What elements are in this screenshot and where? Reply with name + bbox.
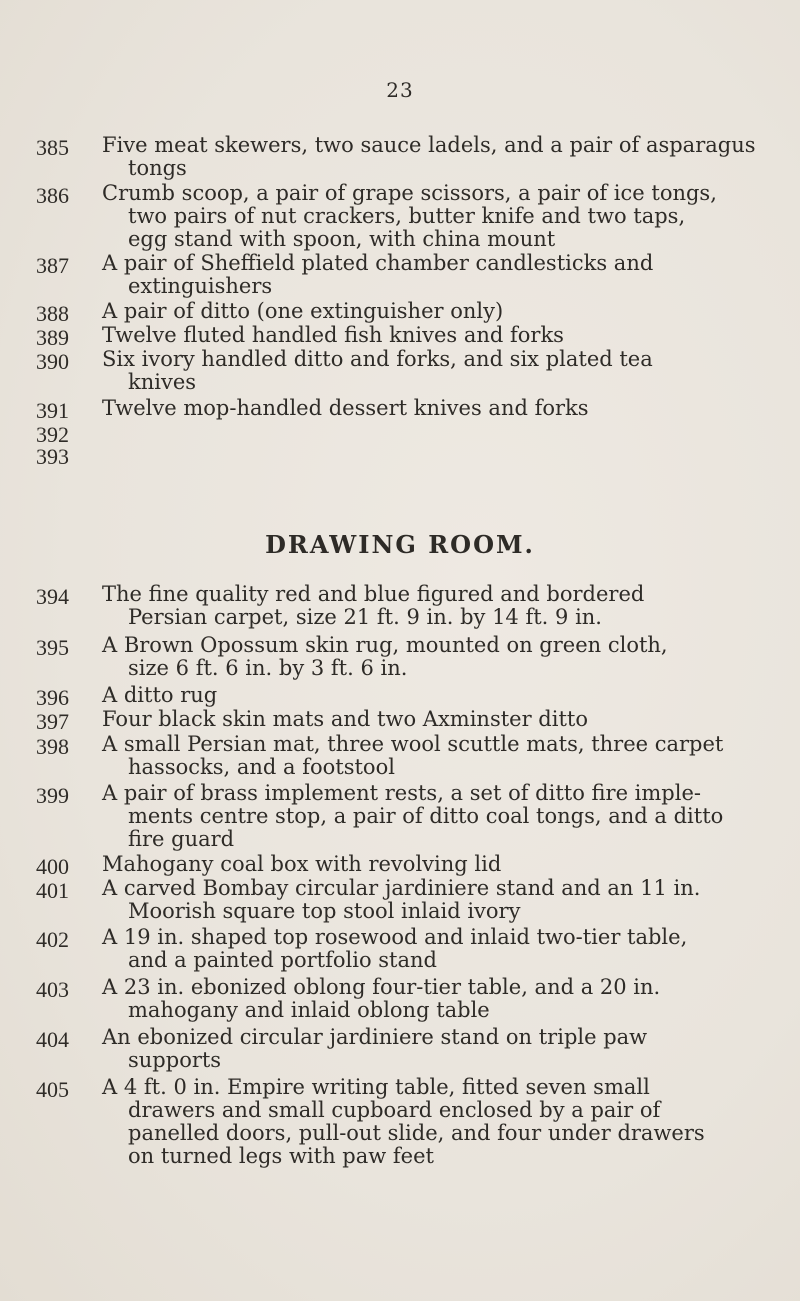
lot-number: 390 (36, 349, 69, 374)
lot-description (104, 348, 778, 394)
lot-description (104, 853, 778, 876)
page-number: 23 (386, 78, 414, 102)
lot-line: knives (128, 370, 197, 394)
lot-line: on turned legs with paw feet (128, 1144, 434, 1168)
lot-number: 400 (36, 854, 69, 879)
lot-number: 389 (36, 325, 69, 350)
lot-line: panelled doors, pull-out slide, and four under drawers (128, 1121, 705, 1145)
lot-number: 401 (36, 878, 69, 903)
lot-description (104, 684, 778, 707)
lot-description (104, 182, 778, 251)
lot-description (104, 708, 778, 731)
lot-line: and a painted portfolio stand (128, 948, 437, 972)
lot-line: egg stand with spoon, with china mount (128, 227, 556, 251)
lot-line: Four black skin mats and two Axminster ditto (102, 707, 588, 731)
lot-number: 402 (36, 927, 69, 952)
lot-line: supports (128, 1048, 222, 1072)
lot-line: A pair of Sheffield plated chamber candlesticks and (102, 251, 654, 275)
lot-number: 395 (36, 635, 69, 660)
lot-line: Moorish square top stool inlaid ivory (128, 899, 521, 923)
lot-line: A small Persian mat, three wool scuttle mats, three carpet (102, 732, 724, 756)
lot-line: Six ivory handled ditto and forks, and six plated tea (102, 347, 653, 371)
lot-line: A 19 in. shaped top rosewood and inlaid two-tier table, (102, 925, 688, 949)
lot-number: 399 (36, 783, 69, 808)
lot-line: A ditto rug (102, 683, 218, 707)
lot-description (104, 300, 778, 323)
lot-description (104, 976, 778, 1022)
lot-line: Twelve mop-handled dessert knives and forks (102, 396, 589, 420)
lot-description (104, 1076, 778, 1168)
lot-description (104, 397, 778, 420)
lot-number: 397 (36, 709, 69, 734)
lot-line: A Brown Opossum skin rug, mounted on green cloth, (102, 633, 668, 657)
lot-description (104, 733, 778, 779)
lot-line: size 6 ft. 6 in. by 3 ft. 6 in. (128, 656, 408, 680)
lot-line: extinguishers (128, 274, 273, 298)
lot-line: Five meat skewers, two sauce ladels, and a pair of asparagus (102, 133, 756, 157)
lot-number: 404 (36, 1027, 69, 1052)
lot-number: 393 (36, 444, 69, 469)
lot-description (104, 782, 778, 851)
lot-line: A pair of ditto (one extinguisher only) (102, 299, 504, 323)
lot-number: 388 (36, 301, 69, 326)
lot-line: fire guard (128, 827, 235, 851)
lot-line: A 4 ft. 0 in. Empire writing table, fitted seven small (102, 1075, 650, 1099)
lot-description (104, 926, 778, 972)
lot-line: hassocks, and a footstool (128, 755, 395, 779)
lot-number: 396 (36, 685, 69, 710)
lot-line: An ebonized circular jardiniere stand on triple paw (102, 1025, 648, 1049)
lot-number: 394 (36, 584, 69, 609)
lot-number: 392 (36, 422, 69, 447)
lot-description (104, 324, 778, 347)
lot-description (104, 583, 778, 629)
lot-description (104, 1026, 778, 1072)
lot-number: 403 (36, 977, 69, 1002)
lot-number: 385 (36, 135, 69, 160)
lot-description (104, 634, 778, 680)
lot-number: 386 (36, 183, 69, 208)
lot-line: A pair of brass implement rests, a set of ditto fire imple- (102, 781, 701, 805)
lot-line: Mahogany coal box with revolving lid (102, 852, 502, 876)
lot-line: A 23 in. ebonized oblong four-tier table, and a 20 in. (102, 975, 661, 999)
lot-line: The fine quality red and blue figured and bordered (102, 582, 645, 606)
lot-line: two pairs of nut crackers, butter knife and two taps, (128, 204, 686, 228)
section-heading: DRAWING ROOM. (265, 530, 535, 559)
lot-number: 398 (36, 734, 69, 759)
lot-line: Persian carpet, size 21 ft. 9 in. by 14 ft. 9 in. (128, 605, 602, 629)
lot-line: Crumb scoop, a pair of grape scissors, a pair of ice tongs, (102, 181, 717, 205)
lot-line: A carved Bombay circular jardiniere stand and an 11 in. (102, 876, 701, 900)
lot-number: 391 (36, 398, 69, 423)
lot-line: ments centre stop, a pair of ditto coal tongs, and a ditto (128, 804, 724, 828)
lot-number: 387 (36, 253, 69, 278)
lot-description (104, 134, 778, 180)
lot-line: Twelve fluted handled fish knives and forks (102, 323, 564, 347)
lot-number: 405 (36, 1077, 69, 1102)
lot-description (104, 252, 778, 298)
lot-line: mahogany and inlaid oblong table (128, 998, 490, 1022)
lot-description (104, 877, 778, 923)
lot-line: tongs (128, 156, 187, 180)
lot-line: drawers and small cupboard enclosed by a pair of (128, 1098, 661, 1122)
